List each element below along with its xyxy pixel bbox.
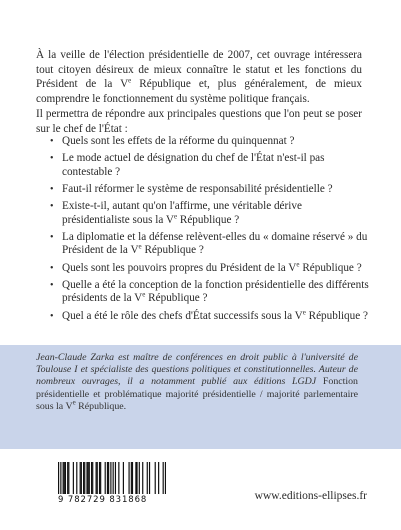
question-text-b: République ? bbox=[299, 261, 362, 274]
question-text-a: Existe-t-il, autant qu'on l'affirme, une véritable dérive présidentialiste sous la V bbox=[62, 200, 302, 226]
question-item bbox=[50, 259, 370, 275]
lead-paragraph: Il permettra de répondre aux principales questions que l'on peut se poser sur le chef de l'État : bbox=[36, 108, 362, 135]
barcode-bar bbox=[84, 462, 85, 494]
intro-paragraph bbox=[36, 48, 362, 106]
question-item bbox=[50, 307, 370, 323]
question-text-b: République ? bbox=[305, 309, 368, 322]
question-sup: e bbox=[173, 211, 178, 220]
barcode-bar bbox=[86, 462, 87, 494]
barcode-bar bbox=[155, 462, 156, 494]
question-text-a: Quel a été le rôle des chefs d'État successifs sous la V bbox=[62, 309, 303, 322]
author-bio-roman-a: Fonction présidentielle et problématique majorité présidentielle / majorité parlementaire sous la V bbox=[36, 376, 358, 412]
author-bio bbox=[36, 352, 358, 413]
question-sup: e bbox=[302, 307, 306, 316]
question-text-b: République ? bbox=[141, 244, 204, 257]
question-sup: e bbox=[142, 290, 146, 299]
question-text-a: Quels sont les pouvoirs propres du Président de la V bbox=[62, 261, 297, 274]
barcode-bar bbox=[118, 462, 119, 494]
question-item bbox=[50, 231, 370, 258]
barcode-bar bbox=[80, 462, 81, 494]
barcode-bar bbox=[91, 462, 92, 494]
barcode-bar bbox=[113, 462, 114, 494]
barcode-bar bbox=[100, 462, 101, 494]
question-text-a: Quelle a été la conception de la fonction présidentielle des différents présidents de la V bbox=[62, 279, 369, 305]
barcode-bar bbox=[147, 462, 148, 494]
bullet-icon: • bbox=[50, 201, 54, 213]
barcode-bars bbox=[58, 462, 166, 494]
barcode-bar bbox=[65, 462, 66, 494]
author-bio-roman-b: République. bbox=[75, 400, 127, 412]
bullet-icon: • bbox=[50, 136, 54, 147]
question-item bbox=[50, 135, 370, 148]
barcode-bar bbox=[136, 462, 137, 494]
question-item bbox=[50, 279, 370, 306]
barcode-bar bbox=[99, 462, 100, 494]
barcode-bar bbox=[165, 462, 166, 494]
question-item bbox=[50, 200, 370, 227]
barcode-bar bbox=[63, 462, 64, 494]
question-text-a: Quels sont les effets de la réforme du quinquennat ? bbox=[62, 135, 295, 147]
bullet-icon: • bbox=[50, 232, 54, 243]
publisher-website: www.editions-ellipses.fr bbox=[254, 490, 367, 502]
barcode-bar bbox=[73, 462, 74, 494]
barcode-bar bbox=[96, 462, 97, 494]
bullet-icon: • bbox=[50, 153, 54, 165]
barcode-bar bbox=[123, 462, 124, 494]
question-sup: e bbox=[296, 259, 300, 268]
barcode-bar bbox=[67, 462, 68, 494]
barcode-bar bbox=[139, 462, 140, 494]
barcode-bar bbox=[158, 462, 159, 494]
barcode-bar bbox=[135, 462, 136, 494]
barcode-bar bbox=[131, 462, 132, 494]
question-item bbox=[50, 183, 370, 196]
barcode-bar bbox=[163, 462, 164, 494]
question-text-a: Faut-il réformer le système de responsabilité présidentielle ? bbox=[62, 183, 333, 195]
question-item bbox=[50, 152, 370, 179]
barcode-bar bbox=[142, 462, 143, 494]
question-text-a: La diplomatie et la défense relèvent-elles du « domaine réservé » du Président de la V bbox=[62, 231, 368, 257]
intro-text-a: À la veille de l'élection présidentielle de 2007, cet ouvrage intéressera tout citoyen désireux de mieux connaître le statut et les fonctions du Président de la V bbox=[36, 49, 362, 91]
isbn-number: 9 782729 831868 bbox=[58, 495, 148, 505]
author-bio-sup: e bbox=[72, 398, 76, 407]
barcode-bar bbox=[110, 462, 111, 494]
barcode-bar bbox=[83, 462, 84, 494]
intro-sup: e bbox=[128, 76, 132, 85]
bullet-icon: • bbox=[50, 262, 54, 274]
barcode-bar bbox=[105, 462, 106, 494]
barcode-bar bbox=[107, 462, 108, 494]
barcode-bar bbox=[149, 462, 150, 494]
barcode-bar bbox=[132, 462, 133, 494]
barcode-bar bbox=[60, 462, 61, 494]
question-list bbox=[50, 135, 370, 327]
question-sup: e bbox=[138, 242, 142, 251]
author-bio-italic: Jean-Claude Zarka est maître de conférences en droit public à l'université de Toulouse I et spécialiste des questions politiques et constitutionnelles. Auteur de nombreux ouvrages, il a notamment publié aux éditions LGDJ bbox=[36, 352, 358, 388]
barcode-bar bbox=[88, 462, 89, 494]
bullet-icon: • bbox=[50, 184, 54, 195]
barcode-bar bbox=[81, 462, 82, 494]
barcode-bar bbox=[89, 462, 90, 494]
barcode-bar bbox=[128, 462, 129, 494]
question-text-b: République ? bbox=[145, 292, 208, 305]
intro-text-b: République et, plus généralement, de mieux comprendre le fonctionnement du système politique français. bbox=[36, 78, 362, 105]
barcode-bar bbox=[76, 462, 77, 494]
barcode-bar bbox=[58, 462, 59, 494]
barcode-bar bbox=[68, 462, 69, 494]
question-text-b: République ? bbox=[177, 213, 240, 226]
barcode-bar bbox=[64, 462, 65, 494]
barcode-bar bbox=[115, 462, 116, 494]
barcode-bar bbox=[108, 462, 109, 494]
bullet-icon: • bbox=[50, 310, 54, 322]
barcode-bar bbox=[97, 462, 98, 494]
question-text-a: Le mode actuel de désignation du chef de l'État n'est-il pas contestable ? bbox=[62, 152, 325, 178]
bullet-icon: • bbox=[50, 280, 54, 291]
barcode-bar bbox=[92, 462, 93, 494]
